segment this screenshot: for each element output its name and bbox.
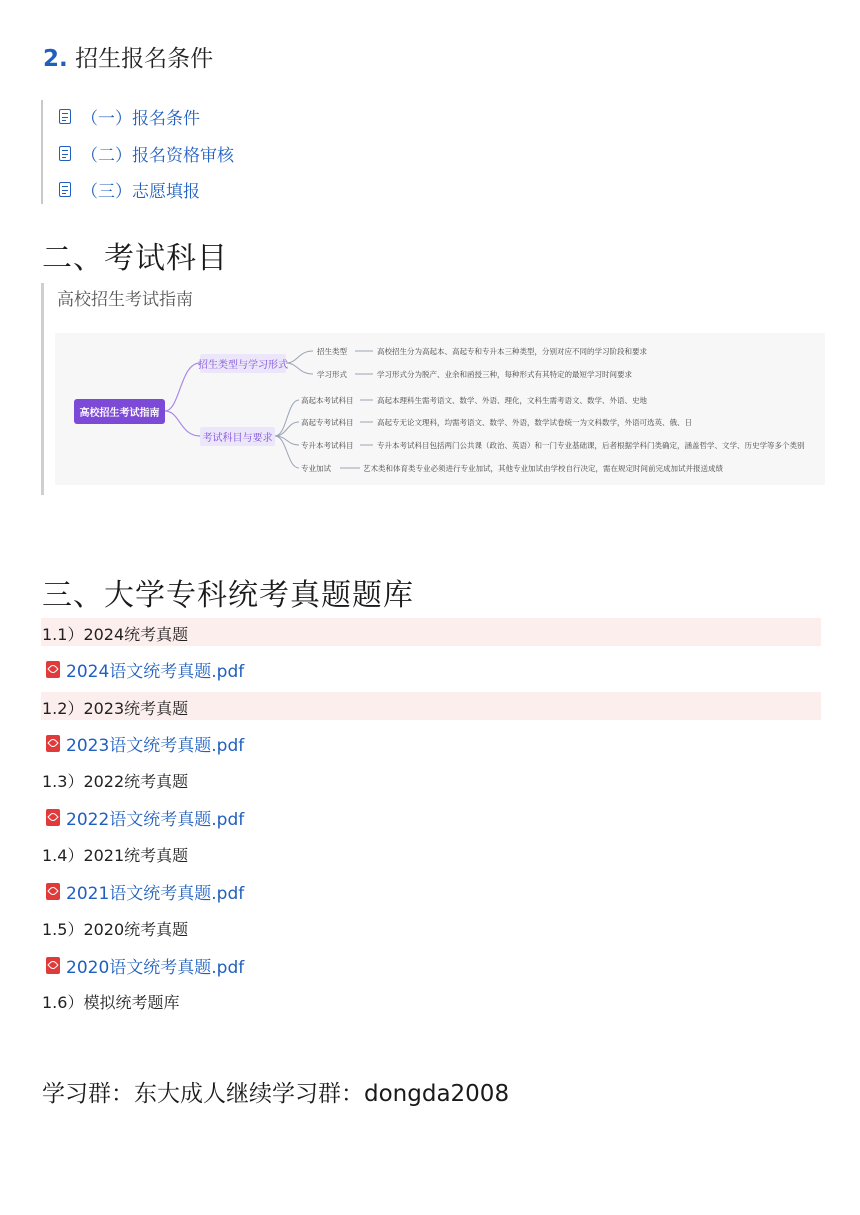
mindmap-caption: 高校招生考试指南 (57, 290, 193, 310)
toc-item-label: （三）志愿填报 (81, 181, 200, 202)
section-2-heading (43, 40, 213, 73)
pdf-icon (46, 735, 60, 752)
toc-item-label: （二）报名资格审核 (81, 145, 234, 166)
mindmap-branch-node: 考试科目与要求 (200, 427, 275, 446)
pdf-link-2024[interactable] (46, 657, 244, 682)
mindmap-leaf-desc: 艺术类和体育类专业必须进行专业加试，其他专业加试由学校自行决定，需在规定时间前完成加试并报送成绩 (363, 464, 723, 473)
mindmap-leaf-desc: 高校招生分为高起本、高起专和专升本三种类型，分别对应不同的学习阶段和要求 (377, 347, 647, 356)
pdf-icon (46, 883, 60, 900)
pdf-link-label: 2024语文统考真题.pdf (66, 662, 245, 682)
mindmap-branch-node: 招生类型与学习形式 (200, 354, 286, 373)
exam-year-label: 1.3）2022统考真题 (42, 772, 189, 791)
mindmap-leaf-node: 专业加试 (301, 464, 331, 473)
mindmap-leaf-node: 高起本考试科目 (301, 396, 354, 405)
exam-year-label: 1.5）2020统考真题 (42, 920, 189, 939)
document-icon (59, 182, 71, 197)
mindmap-leaf-node: 学习形式 (317, 370, 347, 379)
section-title: 招生报名条件 (75, 46, 214, 72)
study-group-text: 学习群：东大成人继续学习群：dongda2008 (42, 1081, 510, 1107)
exam-year-label: 1.6）模拟统考题库 (42, 993, 180, 1012)
pdf-link-2023[interactable] (46, 731, 244, 756)
mindmap-leaf-desc: 学习形式分为脱产、业余和函授三种，每种形式有其特定的最短学习时间要求 (377, 370, 632, 379)
exam-year-label: 1.4）2021统考真题 (42, 846, 189, 865)
exam-year-label: 1.1）2024统考真题 (42, 625, 189, 644)
document-icon (59, 146, 71, 161)
exam-year-label: 1.2）2023统考真题 (42, 699, 189, 718)
mindmap-leaf-node: 专升本考试科目 (301, 441, 354, 450)
pdf-link-label: 2023语文统考真题.pdf (66, 736, 245, 756)
toc-item-label: （一）报名条件 (81, 108, 200, 129)
quote-bar (41, 283, 44, 495)
pdf-icon (46, 809, 60, 826)
pdf-link-2021[interactable] (46, 879, 244, 904)
pdf-link-label: 2021语文统考真题.pdf (66, 884, 245, 904)
mindmap-leaf-node: 高起专考试科目 (301, 418, 354, 427)
heading-exam-subjects: 二、考试科目 (42, 241, 228, 276)
toc-item-application-filling[interactable] (59, 176, 200, 202)
heading-exam-bank: 三、大学专科统考真题题库 (42, 578, 414, 613)
toc-divider (41, 100, 43, 204)
pdf-icon (46, 957, 60, 974)
document-icon (59, 109, 71, 124)
toc-item-registration-conditions[interactable] (59, 103, 200, 129)
mindmap-leaf-desc: 专升本考试科目包括两门公共课（政治、英语）和一门专业基础课，后者根据学科门类确定，涵盖哲学、文学、历史学等多个类别 (377, 441, 805, 450)
mindmap-root-node: 高校招生考试指南 (74, 399, 165, 424)
mindmap-leaf-node: 招生类型 (317, 347, 347, 356)
mindmap-leaf-desc: 高起本理科生需考语文、数学、外语、理化，文科生需考语文、数学、外语、史地 (377, 396, 647, 405)
pdf-link-2020[interactable] (46, 953, 244, 978)
toc-list (41, 100, 234, 204)
pdf-link-2022[interactable] (46, 805, 244, 830)
section-number: 2. (43, 46, 68, 72)
mindmap-canvas (55, 333, 825, 485)
mindmap-block (41, 283, 821, 495)
pdf-link-label: 2022语文统考真题.pdf (66, 810, 245, 830)
toc-item-eligibility-review[interactable] (59, 140, 234, 166)
mindmap-leaf-desc: 高起专无论文理科，均需考语文、数学、外语，数学试卷统一为文科数学，外语可选英、俄、日 (377, 418, 692, 427)
pdf-icon (46, 661, 60, 678)
pdf-link-label: 2020语文统考真题.pdf (66, 958, 245, 978)
